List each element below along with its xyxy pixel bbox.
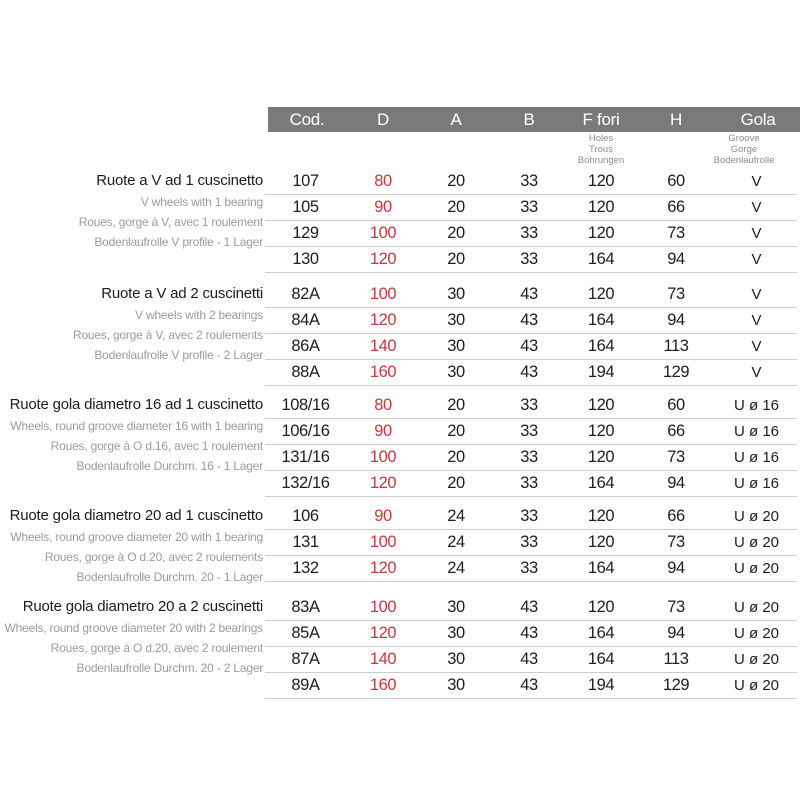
cell-a: 20: [447, 396, 465, 414]
cell-f-fori: 194: [587, 363, 615, 381]
cell-gola: U ø 20: [733, 651, 779, 668]
cell-gola: V: [751, 312, 762, 329]
gola-subheader: [688, 133, 800, 166]
group-description-block: [0, 596, 263, 678]
column-header-d: D: [377, 110, 389, 129]
column-header-f-fori: F fori: [582, 110, 620, 129]
cell-f-fori: 120: [587, 224, 615, 242]
cell-h: 94: [667, 250, 685, 268]
cell-a: 24: [447, 507, 465, 525]
cell-b: 43: [520, 598, 538, 616]
group-title: Ruote a V ad 1 cuscinetto: [96, 172, 263, 189]
cell-b: 33: [520, 198, 538, 216]
table-row: [265, 504, 797, 530]
group-description-line: V wheels with 2 bearings: [135, 308, 263, 322]
cell-f-fori: 120: [587, 422, 615, 440]
cell-gola: U ø 20: [733, 677, 779, 694]
cell-b: 33: [520, 396, 538, 414]
cell-b: 43: [520, 650, 538, 668]
cell-d: 140: [369, 650, 397, 668]
cell-f-fori: 120: [587, 533, 615, 551]
cell-h: 129: [662, 676, 690, 694]
table-row: [265, 393, 797, 419]
cell-b: 33: [520, 533, 538, 551]
group-description-block: [0, 394, 263, 476]
cell-d: 80: [374, 172, 392, 190]
group-description-line: Bodenlaufrolle Durchm. 20 - 1 Lager: [76, 570, 263, 584]
group-rows: [265, 169, 797, 273]
cell-h: 73: [667, 598, 685, 616]
cell-h: 94: [667, 559, 685, 577]
cell-gola: U ø 16: [733, 397, 779, 414]
cell-f-fori: 164: [587, 250, 615, 268]
cell-b: 43: [520, 676, 538, 694]
cell-b: 33: [520, 172, 538, 190]
group-rows: [265, 282, 797, 386]
group-description-line: Wheels, round groove diameter 16 with 1 bearing: [10, 419, 263, 433]
cell-h: 94: [667, 474, 685, 492]
group-description-line: Wheels, round groove diameter 20 with 1 bearing: [10, 530, 263, 544]
cell-cod: 107: [292, 172, 319, 190]
cell-a: 20: [447, 250, 465, 268]
table-row: [265, 221, 797, 247]
group-description-block: [0, 505, 263, 587]
cell-cod: 84A: [291, 311, 320, 329]
group-description-line: Bodenlaufrolle V profile - 1 Lager: [94, 235, 263, 249]
group-description-line: Roues, gorge à V, avec 1 roulement: [78, 215, 263, 229]
cell-cod: 87A: [291, 650, 320, 668]
cell-h: 73: [667, 448, 685, 466]
cell-h: 60: [667, 396, 685, 414]
cell-gola: V: [751, 173, 762, 190]
cell-d: 160: [369, 676, 397, 694]
cell-d: 120: [369, 474, 397, 492]
cell-cod: 86A: [291, 337, 320, 355]
cell-gola: U ø 20: [733, 534, 779, 551]
cell-b: 43: [520, 337, 538, 355]
column-header-a: A: [450, 110, 462, 129]
group-description-line: V wheels with 1 bearing: [140, 195, 263, 209]
f-fori-subheader-line: Holes: [588, 133, 614, 144]
cell-f-fori: 194: [587, 676, 615, 694]
cell-cod: 83A: [291, 598, 320, 616]
table-row: [265, 195, 797, 221]
table-row: [265, 282, 797, 308]
cell-d: 100: [369, 533, 397, 551]
group-title: Ruote a V ad 2 cuscinetti: [101, 285, 263, 302]
table-row: [265, 530, 797, 556]
table-row: [265, 247, 797, 273]
cell-cod: 130: [292, 250, 319, 268]
cell-h: 66: [667, 507, 685, 525]
cell-b: 33: [520, 448, 538, 466]
group-rows: [265, 393, 797, 497]
cell-gola: U ø 16: [733, 423, 779, 440]
group-description-line: Roues, gorge à O d.20, avec 2 roulements: [44, 550, 263, 564]
table-header-row: [268, 107, 800, 132]
cell-gola: U ø 20: [733, 625, 779, 642]
cell-d: 100: [369, 598, 397, 616]
cell-f-fori: 120: [587, 448, 615, 466]
table-row: [265, 169, 797, 195]
cell-a: 30: [447, 311, 465, 329]
cell-d: 140: [369, 337, 397, 355]
cell-d: 100: [369, 285, 397, 303]
cell-cod: 132: [292, 559, 319, 577]
cell-gola: V: [751, 251, 762, 268]
f-fori-subheader-line: Bohrungen: [577, 155, 625, 166]
gola-subheader-line: Bodenlaufrolle: [713, 155, 775, 166]
cell-cod: 89A: [291, 676, 320, 694]
group-title: Ruote gola diametro 16 ad 1 cuscinetto: [9, 396, 263, 413]
cell-d: 120: [369, 311, 397, 329]
column-header-cod: Cod.: [289, 110, 325, 129]
gola-subheader-line: Groove: [728, 133, 760, 144]
cell-a: 20: [447, 422, 465, 440]
table-row: [265, 360, 797, 386]
cell-b: 33: [520, 224, 538, 242]
cell-cod: 88A: [291, 363, 320, 381]
cell-d: 120: [369, 250, 397, 268]
cell-d: 120: [369, 559, 397, 577]
table-row: [265, 308, 797, 334]
cell-f-fori: 164: [587, 650, 615, 668]
cell-f-fori: 120: [587, 285, 615, 303]
cell-f-fori: 164: [587, 559, 615, 577]
cell-a: 20: [447, 448, 465, 466]
cell-d: 90: [374, 198, 392, 216]
group-description-line: Bodenlaufrolle V profile - 2 Lager: [94, 348, 263, 362]
cell-h: 73: [667, 224, 685, 242]
group-description-line: Roues, gorge à O d.16, avec 1 roulement: [50, 439, 263, 453]
cell-a: 30: [447, 598, 465, 616]
cell-d: 80: [374, 396, 392, 414]
cell-gola: V: [751, 225, 762, 242]
cell-a: 20: [447, 198, 465, 216]
cell-b: 33: [520, 559, 538, 577]
cell-f-fori: 120: [587, 172, 615, 190]
cell-cod: 108/16: [281, 396, 330, 414]
column-header-h: H: [670, 110, 682, 129]
cell-f-fori: 164: [587, 311, 615, 329]
cell-b: 43: [520, 285, 538, 303]
cell-cod: 82A: [291, 285, 320, 303]
cell-a: 20: [447, 172, 465, 190]
cell-f-fori: 120: [587, 198, 615, 216]
table-row: [265, 471, 797, 497]
cell-cod: 85A: [291, 624, 320, 642]
table-row: [265, 419, 797, 445]
table-row: [265, 556, 797, 582]
cell-d: 90: [374, 422, 392, 440]
group-description-block: [0, 170, 263, 252]
cell-a: 30: [447, 676, 465, 694]
group-description-line: Wheels, round groove diameter 20 with 2 bearings: [4, 621, 263, 635]
cell-b: 33: [520, 474, 538, 492]
cell-a: 24: [447, 559, 465, 577]
cell-h: 66: [667, 198, 685, 216]
cell-b: 33: [520, 507, 538, 525]
cell-gola: U ø 16: [733, 475, 779, 492]
column-header-b: B: [523, 110, 535, 129]
cell-a: 24: [447, 533, 465, 551]
cell-h: 94: [667, 311, 685, 329]
cell-d: 100: [369, 448, 397, 466]
cell-h: 113: [663, 337, 689, 355]
cell-h: 113: [663, 650, 689, 668]
cell-cod: 129: [292, 224, 319, 242]
cell-a: 30: [447, 363, 465, 381]
cell-b: 33: [520, 422, 538, 440]
cell-cod: 106/16: [281, 422, 330, 440]
cell-cod: 132/16: [281, 474, 330, 492]
cell-a: 30: [447, 285, 465, 303]
table-row: [265, 647, 797, 673]
table-row: [265, 673, 797, 699]
cell-h: 60: [667, 172, 685, 190]
group-title: Ruote gola diametro 20 a 2 cuscinetti: [22, 598, 263, 615]
cell-f-fori: 120: [587, 507, 615, 525]
cell-gola: U ø 20: [733, 599, 779, 616]
cell-h: 73: [667, 533, 685, 551]
table-row: [265, 595, 797, 621]
group-description-line: Roues, gorge à O d.20, avec 2 roulement: [50, 641, 263, 655]
cell-d: 120: [369, 624, 397, 642]
table-row: [265, 445, 797, 471]
cell-b: 43: [520, 624, 538, 642]
gola-subheader-line: Gorge: [730, 144, 758, 155]
cell-gola: V: [751, 364, 762, 381]
cell-a: 30: [447, 624, 465, 642]
cell-d: 90: [374, 507, 392, 525]
cell-cod: 105: [292, 198, 319, 216]
cell-cod: 131: [292, 533, 319, 551]
f-fori-subheader: [541, 133, 661, 166]
cell-h: 66: [667, 422, 685, 440]
group-rows: [265, 504, 797, 582]
cell-h: 94: [667, 624, 685, 642]
cell-gola: V: [751, 338, 762, 355]
group-description-block: [0, 283, 263, 365]
group-description-line: Bodenlaufrolle Durchm. 20 - 2 Lager: [76, 661, 263, 675]
group-rows: [265, 595, 797, 699]
cell-f-fori: 120: [587, 598, 615, 616]
cell-b: 43: [520, 311, 538, 329]
cell-a: 20: [447, 474, 465, 492]
cell-cod: 131/16: [281, 448, 330, 466]
column-header-gola: Gola: [740, 110, 776, 129]
cell-a: 30: [447, 337, 465, 355]
cell-d: 100: [369, 224, 397, 242]
cell-f-fori: 164: [587, 474, 615, 492]
cell-a: 20: [447, 224, 465, 242]
cell-gola: V: [751, 199, 762, 216]
group-description-line: Roues, gorge à V, avec 2 roulements: [72, 328, 263, 342]
cell-h: 129: [662, 363, 690, 381]
cell-f-fori: 164: [587, 337, 615, 355]
cell-b: 33: [520, 250, 538, 268]
cell-cod: 106: [292, 507, 319, 525]
group-title: Ruote gola diametro 20 ad 1 cuscinetto: [9, 507, 263, 524]
table-row: [265, 621, 797, 647]
cell-gola: U ø 16: [733, 449, 779, 466]
cell-f-fori: 120: [587, 396, 615, 414]
cell-f-fori: 164: [587, 624, 615, 642]
cell-b: 43: [520, 363, 538, 381]
cell-gola: V: [751, 286, 762, 303]
cell-gola: U ø 20: [733, 508, 779, 525]
cell-gola: U ø 20: [733, 560, 779, 577]
f-fori-subheader-line: Trous: [589, 144, 613, 155]
cell-d: 160: [369, 363, 397, 381]
cell-h: 73: [667, 285, 685, 303]
group-description-line: Bodenlaufrolle Durchm. 16 - 1 Lager: [76, 459, 263, 473]
cell-a: 30: [447, 650, 465, 668]
table-row: [265, 334, 797, 360]
